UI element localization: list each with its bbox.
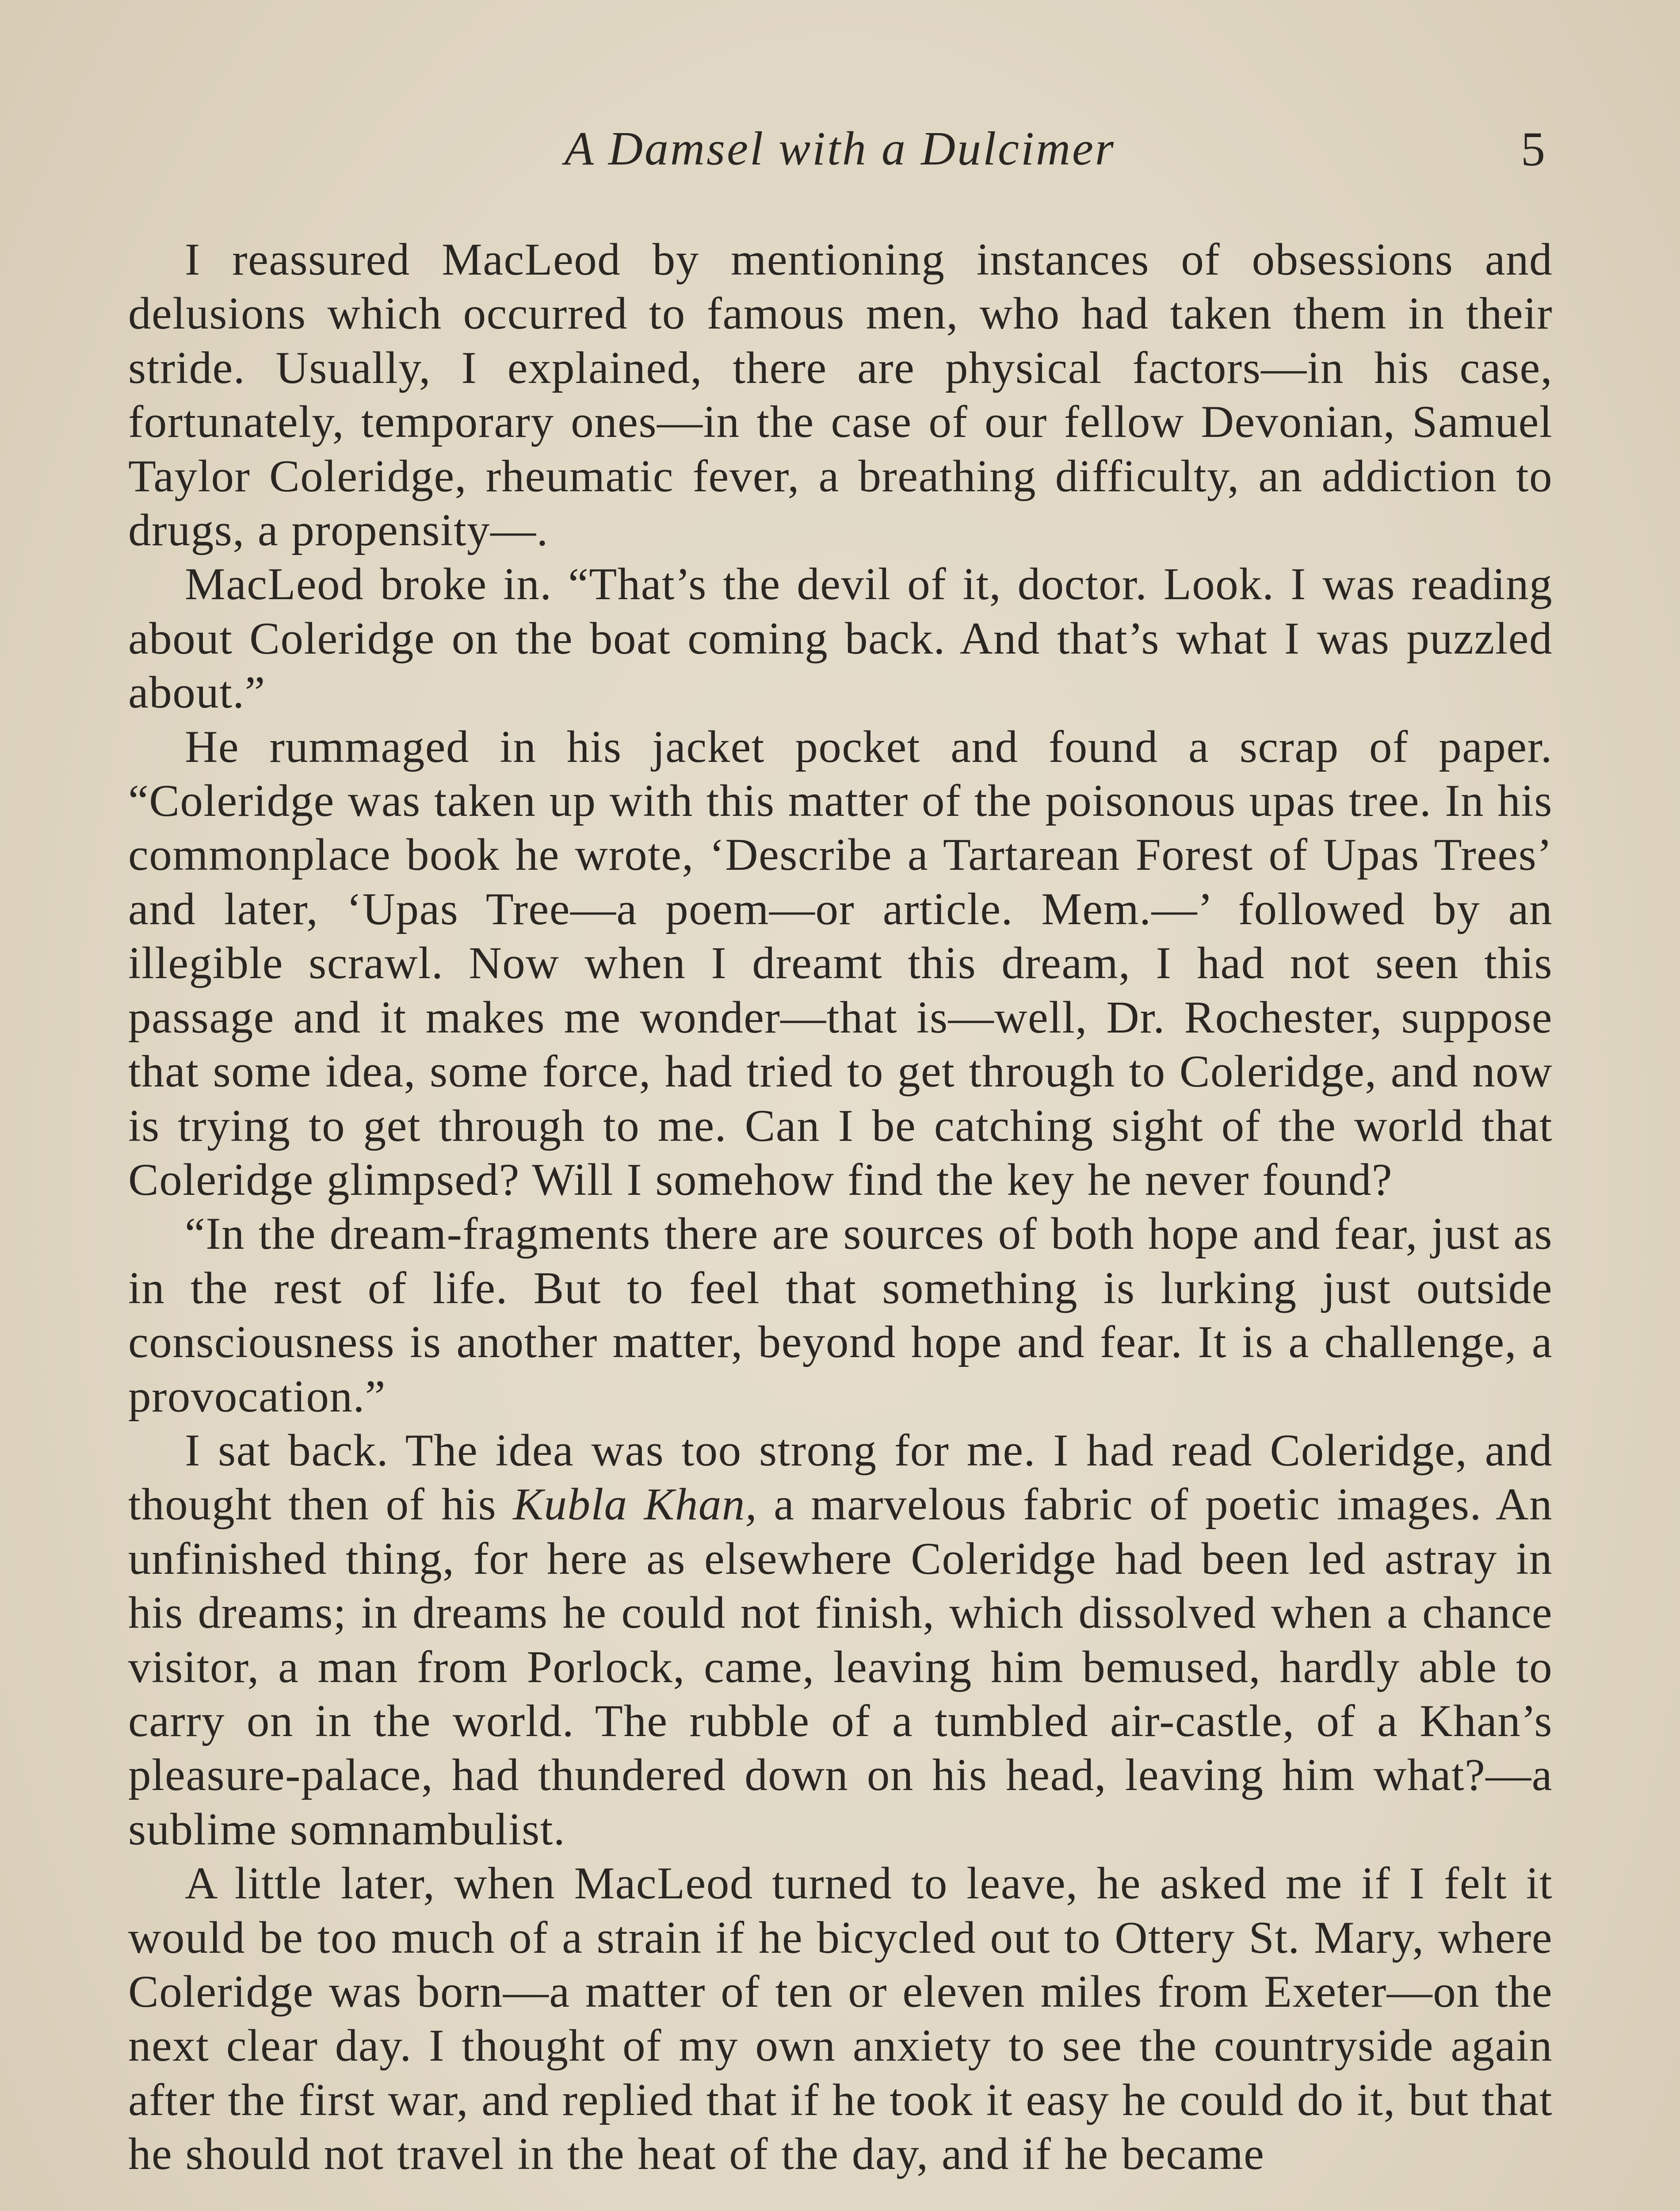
paragraph: I reassured MacLeod by mentioning instances of obsessions and delusions which occurred to famous men, who had taken them in their stride. Usually, I explained, there are physical factors—in his case, fortunately, temporary ones—in the case of our fellow Devonian, Samuel Taylor Coleridge, rheumatic fever, a breathing difficulty, an addiction to drugs, a propensity—. — [128, 234, 1553, 556]
paragraph-text: I sat back. The idea was too strong for me. I had read Coleridge, and thought then of his — [128, 1425, 1553, 1530]
paragraph: “In the dream-fragments there are sources of both hope and fear, just as in the rest of life. But to feel that something is lurking just outside consciousness is another matter, beyond hope and fear. It is a challenge, a provocation.” — [128, 1209, 1553, 1422]
paragraph-text: a marvelous fabric of poetic images. An unfinished thing, for here as elsewhere Coleridge had been led astray in his dreams; in dreams he could not finish, which dissolved when a chance visitor, a man from Porlock, came, leaving him bemused, hardly able to carry on in the world. The rubble of a tumbled air-castle, of a Khan’s pleasure-palace, had thundered down on his head, leaving him what?—a sublime somnambulist. — [128, 1479, 1553, 1855]
running-head — [0, 116, 1680, 182]
paragraph: A little later, when MacLeod turned to leave, he asked me if I felt it would be too much of a strain if he bicycled out to Ottery St. Mary, where Coleridge was born—a matter of ten or eleven miles from Exeter—on the next clear day. I thought of my own anxiety to see the countryside again after the first war, and replied that if he took it easy he could do it, but that he should not travel in the heat of the day, and if he became — [128, 1858, 1553, 2180]
page-number: 5 — [1521, 122, 1545, 176]
running-title: A Damsel with a Dulcimer — [565, 122, 1115, 175]
body-text — [128, 233, 1553, 2181]
paragraph: He rummaged in his jacket pocket and found a scrap of paper. “Coleridge was taken up with this matter of the poisonous upas tree. In his commonplace book he wrote, ‘Describe a Tartarean Forest of Upas Trees’ and later, ‘Upas Tree—a poem—or article. Mem.—’ followed by an illegible scrawl. Now when I dreamt this dream, I had not seen this passage and it makes me wonder—that is—well, Dr. Rochester, suppose that some idea, some force, had tried to get through to Coleridge, and now is trying to get through to me. Can I be catching sight of the world that Coleridge glimpsed? Will I somehow find the key he never found? — [128, 721, 1553, 1205]
paragraph — [128, 1423, 1553, 1856]
italic-title: Kubla Khan, — [513, 1479, 758, 1530]
paragraph: MacLeod broke in. “That’s the devil of it, doctor. Look. I was reading about Coleridge on the boat coming back. And that’s what I was puzzled about.” — [128, 559, 1553, 718]
